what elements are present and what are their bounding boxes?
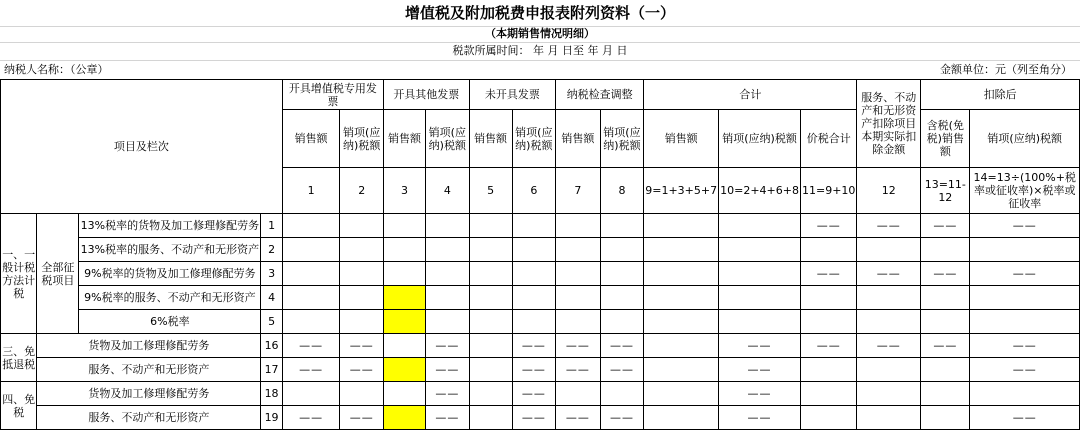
section-exempt-refund: 三、免抵退税 <box>1 334 37 382</box>
amount-unit-label: 金额单位：元（列至角分） <box>940 63 1072 76</box>
inspection-header: 纳税检查调整 <box>556 80 644 110</box>
input-cell[interactable] <box>857 406 921 430</box>
input-cell[interactable] <box>719 286 801 310</box>
row-number: 2 <box>261 238 282 262</box>
dash-cell: —— <box>719 358 801 382</box>
dash-cell: —— <box>800 262 856 286</box>
col-sales: 销售额 <box>384 110 426 168</box>
col-after-tax: 销项(应纳)税额 <box>970 110 1080 168</box>
dash-cell: —— <box>970 214 1080 238</box>
input-cell[interactable] <box>644 382 719 406</box>
input-cell[interactable] <box>921 286 970 310</box>
input-cell[interactable] <box>426 262 470 286</box>
dash-cell: —— <box>282 406 340 430</box>
header-row-groups <box>1 80 1080 110</box>
dash-cell: —— <box>857 214 921 238</box>
input-cell[interactable] <box>644 406 719 430</box>
dash-cell: —— <box>970 406 1080 430</box>
input-cell[interactable] <box>644 334 719 358</box>
input-cell[interactable] <box>556 262 601 286</box>
input-cell[interactable] <box>600 214 644 238</box>
input-cell[interactable] <box>282 286 340 310</box>
input-cell[interactable] <box>556 286 601 310</box>
input-cell[interactable] <box>719 262 801 286</box>
row-label: 13%税率的服务、不动产和无形资产 <box>79 238 261 262</box>
input-cell[interactable] <box>512 310 556 334</box>
col-sales: 销售额 <box>282 110 340 168</box>
col-number: 14=13÷(100%+税率或征收率)×税率或征收率 <box>970 168 1080 214</box>
row-label: 货物及加工修理修配劳务 <box>37 334 261 358</box>
input-cell[interactable] <box>340 286 384 310</box>
input-cell[interactable] <box>600 262 644 286</box>
input-cell[interactable] <box>340 382 384 406</box>
table-row <box>1 358 1080 382</box>
input-cell[interactable] <box>469 382 512 406</box>
input-cell[interactable] <box>469 214 512 238</box>
input-cell[interactable] <box>556 214 601 238</box>
dash-cell: —— <box>512 358 556 382</box>
dash-cell: —— <box>857 262 921 286</box>
table-row <box>1 382 1080 406</box>
input-cell[interactable] <box>644 238 719 262</box>
input-cell[interactable] <box>857 238 921 262</box>
input-cell[interactable] <box>970 310 1080 334</box>
col-sales: 销售额 <box>644 110 719 168</box>
input-cell[interactable] <box>800 406 856 430</box>
input-cell[interactable] <box>426 310 470 334</box>
input-cell[interactable] <box>426 286 470 310</box>
input-cell[interactable] <box>384 382 426 406</box>
input-cell[interactable] <box>857 286 921 310</box>
input-cell[interactable] <box>556 310 601 334</box>
dash-cell: —— <box>800 334 856 358</box>
highlighted-cell[interactable] <box>384 358 426 382</box>
input-cell[interactable] <box>857 310 921 334</box>
dash-cell: —— <box>719 406 801 430</box>
input-cell[interactable] <box>800 238 856 262</box>
dash-cell: —— <box>340 334 384 358</box>
input-cell[interactable] <box>970 238 1080 262</box>
section-all-items: 全部征税项目 <box>37 214 79 334</box>
input-cell[interactable] <box>556 238 601 262</box>
col-number: 3 <box>384 168 426 214</box>
dash-cell: —— <box>426 334 470 358</box>
input-cell[interactable] <box>469 286 512 310</box>
input-cell[interactable] <box>644 358 719 382</box>
input-cell[interactable] <box>340 214 384 238</box>
highlighted-cell[interactable] <box>384 310 426 334</box>
dash-cell: —— <box>800 214 856 238</box>
col-taxincl-sales: 含税(免税)销售额 <box>921 110 970 168</box>
input-cell[interactable] <box>340 262 384 286</box>
input-cell[interactable] <box>469 406 512 430</box>
input-cell[interactable] <box>512 262 556 286</box>
input-cell[interactable] <box>921 382 970 406</box>
input-cell[interactable] <box>282 262 340 286</box>
dash-cell: —— <box>340 358 384 382</box>
after-deduction-header: 扣除后 <box>921 80 1080 110</box>
row-label: 服务、不动产和无形资产 <box>37 406 261 430</box>
col-sales: 销售额 <box>556 110 601 168</box>
row-label: 13%税率的货物及加工修理修配劳务 <box>79 214 261 238</box>
input-cell[interactable] <box>512 238 556 262</box>
col-number: 8 <box>600 168 644 214</box>
col-number: 6 <box>512 168 556 214</box>
input-cell[interactable] <box>921 310 970 334</box>
col-tax: 销项(应纳)税额 <box>426 110 470 168</box>
dash-cell: —— <box>556 334 601 358</box>
col-number: 11=9+10 <box>800 168 856 214</box>
input-cell[interactable] <box>384 238 426 262</box>
table-row <box>1 238 1080 262</box>
table-row <box>1 406 1080 430</box>
row-label: 9%税率的货物及加工修理修配劳务 <box>79 262 261 286</box>
dash-cell: —— <box>970 334 1080 358</box>
input-cell[interactable] <box>556 382 601 406</box>
detail-table <box>0 79 1080 430</box>
special-invoice-header: 开具增值税专用发票 <box>282 80 383 110</box>
table-row <box>1 286 1080 310</box>
col-tax: 销项(应纳)税额 <box>600 110 644 168</box>
deduction-header: 服务、不动产和无形资产扣除项目本期实际扣除金额 <box>857 80 921 168</box>
input-cell[interactable] <box>644 214 719 238</box>
other-invoice-header: 开具其他发票 <box>384 80 470 110</box>
input-cell[interactable] <box>469 262 512 286</box>
col-number: 10=2+4+6+8 <box>719 168 801 214</box>
input-cell[interactable] <box>384 262 426 286</box>
row-number: 5 <box>261 310 282 334</box>
col-tax: 销项(应纳)税额 <box>340 110 384 168</box>
table-row <box>1 310 1080 334</box>
col-number: 2 <box>340 168 384 214</box>
input-cell[interactable] <box>282 238 340 262</box>
input-cell[interactable] <box>282 382 340 406</box>
highlighted-cell[interactable] <box>384 286 426 310</box>
dash-cell: —— <box>556 358 601 382</box>
form-title: 增值税及附加税费申报表附列资料（一） <box>404 4 675 22</box>
tax-period: 税款所属时间： 年 月 日至 年 月 日 <box>452 44 628 57</box>
dash-cell: —— <box>719 334 801 358</box>
section-exempt: 四、免税 <box>1 382 37 430</box>
dash-cell: —— <box>857 334 921 358</box>
dash-cell: —— <box>282 334 340 358</box>
table-row <box>1 262 1080 286</box>
row-number: 16 <box>261 334 282 358</box>
dash-cell: —— <box>426 358 470 382</box>
input-cell[interactable] <box>384 214 426 238</box>
input-cell[interactable] <box>921 406 970 430</box>
input-cell[interactable] <box>800 286 856 310</box>
input-cell[interactable] <box>282 214 340 238</box>
dash-cell: —— <box>921 262 970 286</box>
row-number: 18 <box>261 382 282 406</box>
input-cell[interactable] <box>644 310 719 334</box>
input-cell[interactable] <box>600 238 644 262</box>
input-cell[interactable] <box>719 310 801 334</box>
input-cell[interactable] <box>600 310 644 334</box>
row-label: 9%税率的服务、不动产和无形资产 <box>79 286 261 310</box>
row-number: 3 <box>261 262 282 286</box>
row-label: 服务、不动产和无形资产 <box>37 358 261 382</box>
input-cell[interactable] <box>921 358 970 382</box>
dash-cell: —— <box>600 358 644 382</box>
input-cell[interactable] <box>970 286 1080 310</box>
dash-cell: —— <box>921 214 970 238</box>
dash-cell: —— <box>512 406 556 430</box>
table-row <box>1 334 1080 358</box>
row-number: 4 <box>261 286 282 310</box>
input-cell[interactable] <box>857 358 921 382</box>
dash-cell: —— <box>556 406 601 430</box>
col-number: 4 <box>426 168 470 214</box>
input-cell[interactable] <box>469 238 512 262</box>
col-number: 13=11-12 <box>921 168 970 214</box>
col-number: 5 <box>469 168 512 214</box>
input-cell[interactable] <box>644 286 719 310</box>
dash-cell: —— <box>282 358 340 382</box>
row-label: 货物及加工修理修配劳务 <box>37 382 261 406</box>
input-cell[interactable] <box>644 262 719 286</box>
input-cell[interactable] <box>340 310 384 334</box>
dash-cell: —— <box>426 406 470 430</box>
input-cell[interactable] <box>384 334 426 358</box>
input-cell[interactable] <box>600 286 644 310</box>
input-cell[interactable] <box>512 286 556 310</box>
form-subtitle: （本期销售情况明细） <box>485 27 595 40</box>
row-label: 6%税率 <box>79 310 261 334</box>
item-header: 项目及栏次 <box>1 80 283 214</box>
col-sales: 销售额 <box>469 110 512 168</box>
input-cell[interactable] <box>340 238 384 262</box>
input-cell[interactable] <box>469 334 512 358</box>
input-cell[interactable] <box>426 214 470 238</box>
total-header: 合计 <box>644 80 857 110</box>
dash-cell: —— <box>512 382 556 406</box>
input-cell[interactable] <box>800 358 856 382</box>
input-cell[interactable] <box>469 310 512 334</box>
table-row <box>1 214 1080 238</box>
input-cell[interactable] <box>857 382 921 406</box>
dash-cell: —— <box>512 334 556 358</box>
dash-cell: —— <box>970 262 1080 286</box>
input-cell[interactable] <box>469 358 512 382</box>
row-number: 19 <box>261 406 282 430</box>
input-cell[interactable] <box>719 238 801 262</box>
highlighted-cell[interactable] <box>384 406 426 430</box>
input-cell[interactable] <box>282 310 340 334</box>
dash-cell: —— <box>426 382 470 406</box>
col-tax: 销项(应纳)税额 <box>512 110 556 168</box>
dash-cell: —— <box>600 406 644 430</box>
input-cell[interactable] <box>800 310 856 334</box>
section-general: 一、一般计税方法计税 <box>1 214 37 334</box>
input-cell[interactable] <box>600 382 644 406</box>
row-number: 17 <box>261 358 282 382</box>
no-invoice-header: 未开具发票 <box>469 80 556 110</box>
col-number: 7 <box>556 168 601 214</box>
col-number: 12 <box>857 168 921 214</box>
col-price-tax: 价税合计 <box>800 110 856 168</box>
dash-cell: —— <box>921 334 970 358</box>
col-number: 1 <box>282 168 340 214</box>
dash-cell: —— <box>340 406 384 430</box>
row-number: 1 <box>261 214 282 238</box>
input-cell[interactable] <box>512 214 556 238</box>
dash-cell: —— <box>719 382 801 406</box>
dash-cell: —— <box>970 358 1080 382</box>
row-divider <box>0 60 1080 61</box>
input-cell[interactable] <box>800 382 856 406</box>
input-cell[interactable] <box>719 214 801 238</box>
taxpayer-name-label: 纳税人名称：（公章） <box>4 63 109 76</box>
col-tax-total: 销项(应纳)税额 <box>719 110 801 168</box>
input-cell[interactable] <box>426 238 470 262</box>
col-number: 9=1+3+5+7 <box>644 168 719 214</box>
input-cell[interactable] <box>970 382 1080 406</box>
input-cell[interactable] <box>921 238 970 262</box>
dash-cell: —— <box>600 334 644 358</box>
